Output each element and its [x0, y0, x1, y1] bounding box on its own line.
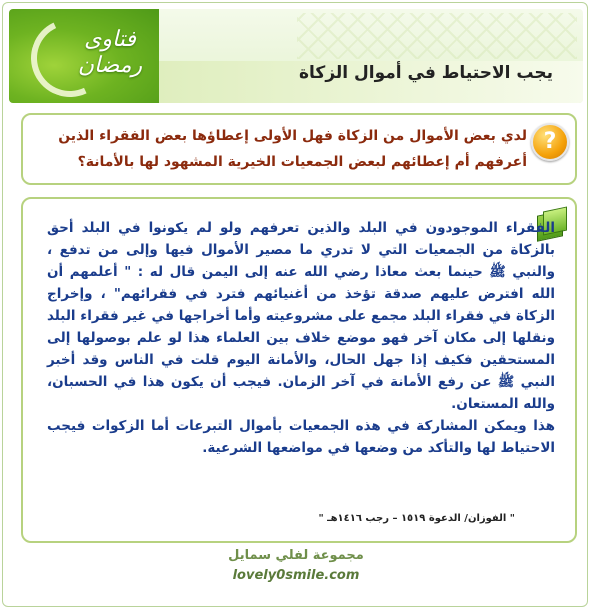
answer-text — [47, 217, 555, 459]
page-title: يجب الاحتياط في أموال الزكاة — [299, 63, 553, 83]
ramadan-fatawa-logo — [67, 27, 153, 91]
logo-line1: فتاوى — [84, 27, 136, 52]
answer-paragraph-1: الفقراء الموجودون في البلد والذين تعرفهم ولو لم يكونوا في البلد أحق بالزكاة من الجمعيات التي لا تدري ما مصير الأموال فيها وإلى من تدفع ، والنبي ﷺ حينما بعث معاذا رضي الله عنه إلى اليمن قال له : " أعلمهم أن الله افترض عليهم صدقة تؤخذ من أغنيائهم فترد في فقرائهم" ، وإخراج الزكاة في فقراء البلد مجمع على مشروعيته وأما أخراجها في غير فقراء البلد ونقلها إلى مكان آخر فهو موضع خلاف بين العلماء هذا لو علم بوصولها إلى المستحقين فكيف إذا جهل الحال، والأمانة اليوم قلت في الناس وقد أخبر النبي ﷺ عن رفع الأمانة في آخر الزمان. فيجب أن يكون هذا في الحسبان، والله المستعان. — [47, 220, 555, 412]
header-banner — [9, 9, 583, 103]
question-icon: ? — [531, 123, 569, 161]
question-text: لدي بعض الأموال من الزكاة فهل الأولى إعطاؤها بعض الفقراء الذين أعرفهم أم إعطائهم لبعض الجمعيات الخيرية المشهود لها بالأمانة؟ — [58, 128, 527, 170]
footer-group-name: مجموعة لفلي سمايل — [228, 548, 364, 563]
answer-source: " الفوزان/ الدعوة ١٥١٩ – رجب ١٤١٦هـ " — [318, 513, 515, 524]
banner-logo-area — [9, 9, 159, 103]
decorative-pattern — [297, 13, 577, 59]
logo-line2: رمضان — [77, 53, 143, 78]
answer-box — [21, 197, 577, 543]
footer-website-link[interactable]: lovely0smile.com — [232, 568, 360, 583]
answer-paragraph-2: هذا ويمكن المشاركة في هذه الجمعيات بأموال التبرعات أما الزكوات فيجب الاحتياط لها والتأكد من وضعها في مواضعها الشرعية. — [47, 418, 555, 456]
question-box — [21, 113, 577, 185]
content-frame — [2, 2, 588, 607]
